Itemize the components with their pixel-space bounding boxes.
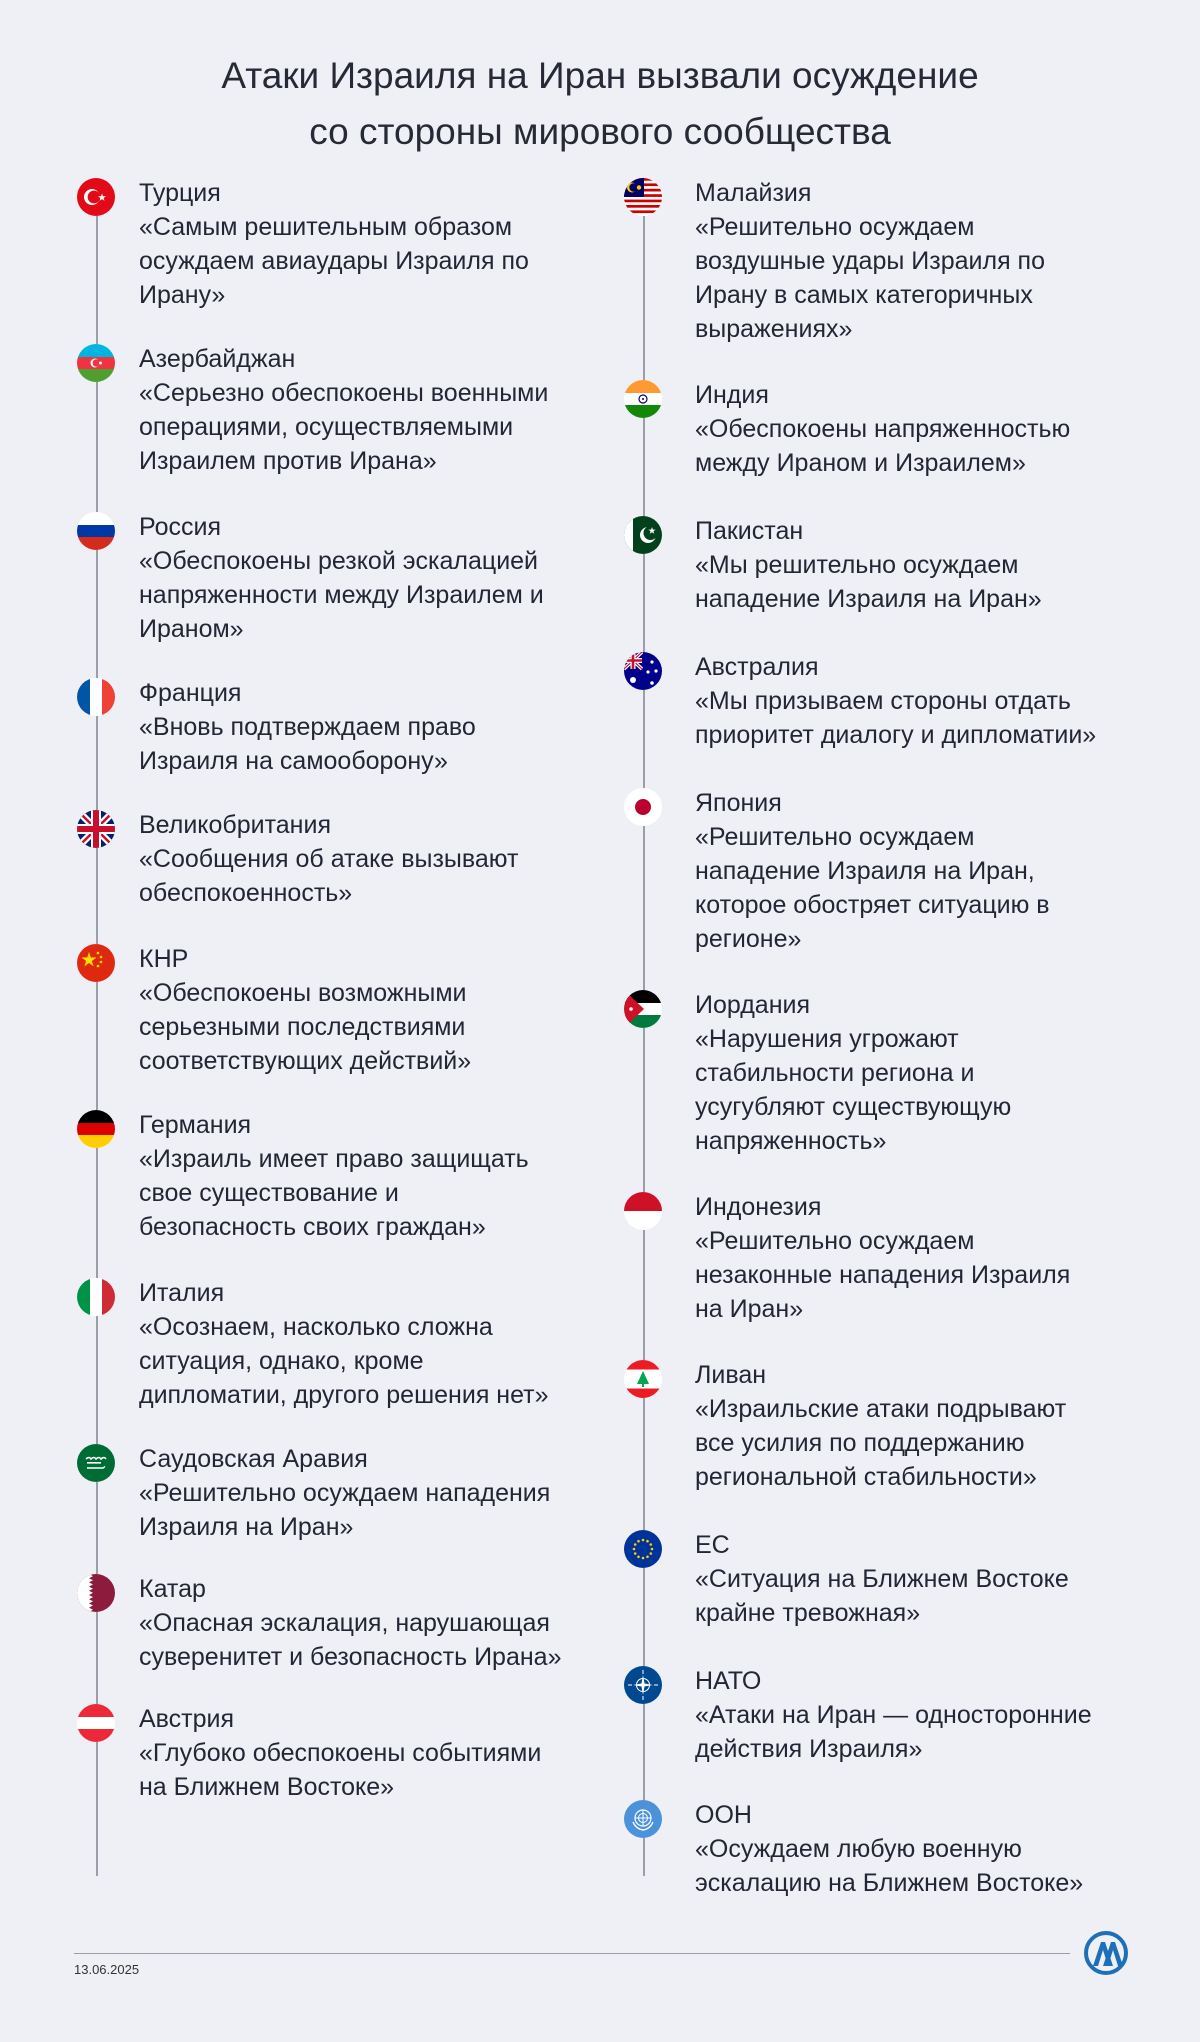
right-entry-0 bbox=[636, 176, 1045, 346]
country-quote: «Решительно осуждаем воздушные удары Израиля по Ирану в самых категоричных выражениях» bbox=[695, 213, 1045, 343]
right-entry-3 bbox=[636, 650, 1096, 752]
indonesia-flag-icon bbox=[624, 1192, 662, 1230]
country-quote: «Сообщения об атаке вызывают обеспокоенность» bbox=[139, 845, 519, 907]
country-quote: «Ситуация на Ближнем Востоке крайне тревожная» bbox=[695, 1565, 1069, 1627]
page-title bbox=[0, 48, 1200, 160]
country-name: Азербайджан bbox=[139, 345, 296, 373]
azerbaijan-flag-icon bbox=[77, 344, 115, 382]
country-name: Австрия bbox=[139, 1705, 235, 1733]
country-name: Россия bbox=[139, 513, 221, 541]
right-entry-2 bbox=[636, 514, 1042, 616]
italy-flag-icon bbox=[77, 1278, 115, 1316]
country-name: Малайзия bbox=[695, 179, 812, 207]
india-flag-icon bbox=[624, 380, 662, 418]
country-name: Саудовская Аравия bbox=[139, 1445, 368, 1473]
germany-flag-icon bbox=[77, 1110, 115, 1148]
pakistan-flag-icon bbox=[624, 516, 662, 554]
left-entry-6 bbox=[78, 1108, 529, 1244]
australia-flag-icon bbox=[624, 652, 662, 690]
left-entry-0 bbox=[78, 176, 529, 312]
right-entry-9 bbox=[636, 1664, 1092, 1766]
country-quote: «Глубоко обеспокоены событиями на Ближнем Востоке» bbox=[139, 1739, 542, 1801]
country-quote: «Осуждаем любую военную эскалацию на Ближнем Востоке» bbox=[695, 1835, 1084, 1897]
country-name: Ливан bbox=[695, 1361, 767, 1389]
left-entry-5 bbox=[78, 942, 471, 1078]
jordan-flag-icon bbox=[624, 990, 662, 1028]
china-flag-icon bbox=[77, 944, 115, 982]
france-flag-icon bbox=[77, 678, 115, 716]
right-entry-4 bbox=[636, 786, 1050, 956]
country-quote: «Осознаем, насколько сложна ситуация, однако, кроме дипломатии, другого решения нет» bbox=[139, 1313, 549, 1409]
country-name: ЕС bbox=[695, 1531, 730, 1559]
left-entry-9 bbox=[78, 1572, 561, 1674]
country-name: Индия bbox=[695, 381, 769, 409]
lebanon-flag-icon bbox=[624, 1360, 662, 1398]
saudi-arabia-flag-icon bbox=[77, 1444, 115, 1482]
country-quote: «Самым решительным образом осуждаем авиаудары Израиля по Ирану» bbox=[139, 213, 529, 309]
left-entry-8 bbox=[78, 1442, 550, 1544]
country-quote: «Мы решительно осуждаем нападение Израиля на Иран» bbox=[695, 551, 1042, 613]
country-quote: «Решительно осуждаем нападение Израиля на Иран, которое обостряет ситуацию в регионе» bbox=[695, 823, 1050, 953]
country-name: Япония bbox=[695, 789, 782, 817]
russia-flag-icon bbox=[77, 512, 115, 550]
un-flag-icon bbox=[624, 1800, 662, 1838]
left-entry-2 bbox=[78, 510, 544, 646]
country-name: Катар bbox=[139, 1575, 206, 1603]
right-entry-10 bbox=[636, 1798, 1083, 1900]
country-quote: «Обеспокоены резкой эскалацией напряженности между Израилем и Ираном» bbox=[139, 547, 544, 643]
right-entry-5 bbox=[636, 988, 1011, 1158]
right-entry-1 bbox=[636, 378, 1070, 480]
country-quote: «Израильские атаки подрывают все усилия по поддержанию региональной стабильности» bbox=[695, 1395, 1067, 1491]
country-quote: «Серьезно обеспокоены военными операциями, осуществляемыми Израилем против Ирана» bbox=[139, 379, 549, 475]
country-quote: «Опасная эскалация, нарушающая суверенитет и безопасность Ирана» bbox=[139, 1609, 562, 1671]
country-name: Пакистан bbox=[695, 517, 804, 545]
left-entry-4 bbox=[78, 808, 518, 910]
country-quote: «Мы призываем стороны отдать приоритет диалогу и дипломатии» bbox=[695, 687, 1097, 749]
country-quote: «Израиль имеет право защищать свое существование и безопасность своих граждан» bbox=[139, 1145, 529, 1241]
country-name: Индонезия bbox=[695, 1193, 822, 1221]
country-name: Великобритания bbox=[139, 811, 331, 839]
austria-flag-icon bbox=[77, 1704, 115, 1742]
left-entry-1 bbox=[78, 342, 548, 478]
malaysia-flag-icon bbox=[624, 178, 662, 216]
country-name: Турция bbox=[139, 179, 221, 207]
left-entry-3 bbox=[78, 676, 476, 778]
country-name: Франция bbox=[139, 679, 242, 707]
country-name: ООН bbox=[695, 1801, 752, 1829]
qatar-flag-icon bbox=[77, 1574, 115, 1612]
title-line-1: Атаки Израиля на Иран вызвали осуждение bbox=[221, 55, 979, 96]
country-quote: «Нарушения угрожают стабильности региона и усугубляют существующую напряженность» bbox=[695, 1025, 1012, 1155]
country-name: Австралия bbox=[695, 653, 819, 681]
country-name: КНР bbox=[139, 945, 189, 973]
country-quote: «Решительно осуждаем незаконные нападения Израиля на Иран» bbox=[695, 1227, 1071, 1323]
country-name: НАТО bbox=[695, 1667, 762, 1695]
eu-flag-icon bbox=[624, 1530, 662, 1568]
anadolu-agency-logo-icon bbox=[1083, 1930, 1129, 1976]
country-quote: «Атаки на Иран — односторонние действия Израиля» bbox=[695, 1701, 1092, 1763]
publication-date: 13.06.2025 bbox=[74, 1962, 140, 1977]
country-name: Германия bbox=[139, 1111, 252, 1139]
left-entry-10 bbox=[78, 1702, 541, 1804]
uk-flag-icon bbox=[77, 810, 115, 848]
nato-flag-icon bbox=[624, 1666, 662, 1704]
right-entry-8 bbox=[636, 1528, 1069, 1630]
country-name: Италия bbox=[139, 1279, 225, 1307]
right-entry-7 bbox=[636, 1358, 1066, 1494]
footer-divider bbox=[74, 1953, 1070, 1954]
country-quote: «Обеспокоены напряженностью между Ираном и Израилем» bbox=[695, 415, 1071, 477]
right-entry-6 bbox=[636, 1190, 1070, 1326]
turkey-flag-icon bbox=[77, 178, 115, 216]
country-quote: «Вновь подтверждаем право Израиля на самооборону» bbox=[139, 713, 476, 775]
left-entry-7 bbox=[78, 1276, 549, 1412]
country-quote: «Обеспокоены возможными серьезными последствиями соответствующих действий» bbox=[139, 979, 472, 1075]
title-line-2: со стороны мирового сообщества bbox=[309, 111, 891, 152]
country-name: Иордания bbox=[695, 991, 811, 1019]
country-quote: «Решительно осуждаем нападения Израиля на Иран» bbox=[139, 1479, 551, 1541]
japan-flag-icon bbox=[624, 788, 662, 826]
